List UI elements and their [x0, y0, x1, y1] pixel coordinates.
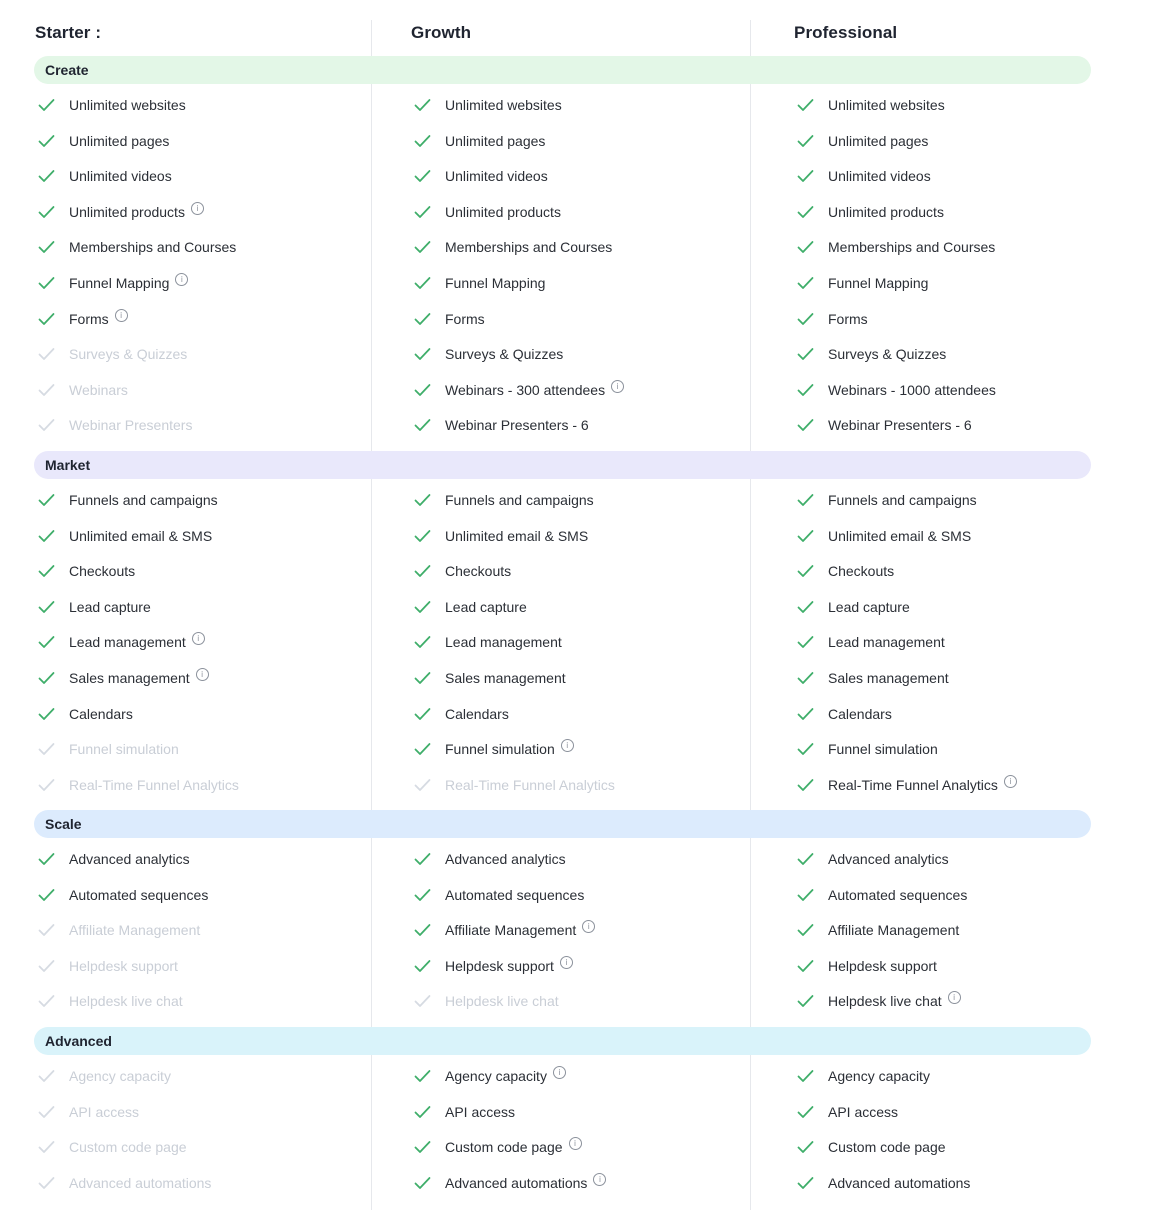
feature-label: Webinar Presenters - 6	[445, 417, 589, 433]
check-icon	[797, 529, 828, 543]
check-icon	[797, 1069, 828, 1083]
feature-label: Surveys & Quizzes	[828, 346, 947, 362]
feature-item	[38, 849, 190, 869]
feature-label: Unlimited email & SMS	[445, 528, 589, 544]
feature-item	[38, 668, 209, 688]
check-icon	[38, 671, 69, 685]
feature-item	[414, 95, 562, 115]
feature-item	[38, 344, 187, 364]
feature-label: Sales management	[445, 670, 566, 686]
check-icon	[38, 564, 69, 578]
feature-item	[797, 166, 931, 186]
check-icon	[38, 347, 69, 361]
check-icon	[38, 205, 69, 219]
check-icon	[38, 493, 69, 507]
check-icon	[414, 923, 445, 937]
check-icon	[797, 742, 828, 756]
feature-label: Funnels and campaigns	[828, 492, 977, 508]
feature-label: Automated sequences	[828, 887, 968, 903]
feature-label: Affiliate Management	[445, 922, 577, 938]
feature-label: Affiliate Management	[69, 922, 201, 938]
check-icon	[414, 493, 445, 507]
feature-label: Helpdesk support	[69, 958, 178, 974]
check-icon	[797, 312, 828, 326]
check-icon	[797, 205, 828, 219]
check-icon	[797, 635, 828, 649]
feature-item	[38, 1137, 187, 1157]
feature-item	[414, 1173, 606, 1193]
check-icon	[414, 383, 445, 397]
check-icon	[38, 312, 69, 326]
check-icon	[414, 312, 445, 326]
feature-item	[38, 526, 212, 546]
feature-item	[38, 273, 188, 293]
feature-label: Custom code page	[828, 1139, 946, 1155]
feature-label: Unlimited websites	[828, 97, 945, 113]
feature-label: Forms	[69, 311, 109, 327]
check-icon	[797, 1140, 828, 1154]
check-icon	[414, 742, 445, 756]
check-icon	[38, 923, 69, 937]
check-icon	[797, 564, 828, 578]
check-icon	[38, 276, 69, 290]
info-icon[interactable]: i	[192, 632, 205, 645]
feature-label: Unlimited pages	[828, 133, 929, 149]
feature-item	[414, 131, 545, 151]
feature-label: Unlimited pages	[445, 133, 546, 149]
feature-item	[797, 704, 892, 724]
feature-item	[414, 344, 563, 364]
check-icon	[38, 1140, 69, 1154]
feature-item	[797, 668, 949, 688]
check-icon	[797, 276, 828, 290]
feature-label: Unlimited pages	[69, 133, 170, 149]
feature-item	[38, 597, 151, 617]
feature-label: Lead management	[445, 634, 562, 650]
check-icon	[797, 240, 828, 254]
feature-item	[797, 561, 894, 581]
feature-item	[797, 344, 946, 364]
plan-title-growth: Growth	[411, 23, 472, 42]
feature-item	[414, 526, 588, 546]
feature-item	[797, 309, 868, 329]
feature-item	[797, 1137, 946, 1157]
feature-label: Webinars - 300 attendees	[445, 382, 606, 398]
feature-label: Automated sequences	[445, 887, 585, 903]
feature-label: Webinar Presenters - 6	[828, 417, 972, 433]
feature-item	[797, 991, 961, 1011]
info-icon[interactable]: i	[191, 202, 204, 215]
check-icon	[797, 1176, 828, 1190]
check-icon	[414, 276, 445, 290]
feature-item	[38, 1102, 139, 1122]
feature-item	[414, 991, 559, 1011]
feature-label: Unlimited email & SMS	[828, 528, 972, 544]
info-icon[interactable]: i	[948, 991, 961, 1004]
check-icon	[797, 1105, 828, 1119]
check-icon	[797, 383, 828, 397]
plan-header-row	[0, 0, 1156, 56]
feature-item	[797, 131, 928, 151]
check-icon	[414, 134, 445, 148]
feature-label: Webinars	[69, 382, 128, 398]
feature-label: Helpdesk live chat	[445, 993, 559, 1009]
feature-item	[797, 1066, 930, 1086]
check-icon	[38, 240, 69, 254]
feature-item	[414, 415, 589, 435]
section-header-market	[34, 451, 1091, 479]
feature-item	[414, 775, 615, 795]
info-icon[interactable]: i	[611, 380, 624, 393]
feature-item	[414, 885, 584, 905]
feature-label: Unlimited products	[828, 204, 944, 220]
feature-label: Checkouts	[828, 563, 895, 579]
feature-item	[38, 95, 186, 115]
feature-label: Memberships and Courses	[445, 239, 613, 255]
check-icon	[38, 529, 69, 543]
feature-item	[38, 561, 135, 581]
feature-label: Funnel Mapping	[828, 275, 929, 291]
check-icon	[414, 240, 445, 254]
check-icon	[414, 529, 445, 543]
feature-label: Calendars	[828, 706, 892, 722]
feature-label: Real-Time Funnel Analytics	[828, 777, 998, 793]
check-icon	[797, 852, 828, 866]
feature-label: API access	[69, 1104, 140, 1120]
check-icon	[414, 1105, 445, 1119]
check-icon	[38, 742, 69, 756]
feature-item	[38, 309, 128, 329]
check-icon	[414, 707, 445, 721]
section-title: Advanced	[45, 1033, 112, 1049]
check-icon	[38, 134, 69, 148]
info-icon[interactable]: i	[196, 668, 209, 681]
feature-label: Funnels and campaigns	[69, 492, 218, 508]
feature-item	[797, 380, 996, 400]
info-icon[interactable]: i	[593, 1173, 606, 1186]
check-icon	[38, 707, 69, 721]
feature-item	[797, 849, 949, 869]
feature-label: Custom code page	[445, 1139, 563, 1155]
feature-label: Real-Time Funnel Analytics	[445, 777, 615, 793]
feature-label: Advanced analytics	[69, 851, 190, 867]
feature-item	[797, 273, 928, 293]
feature-label: Webinar Presenters	[69, 417, 193, 433]
check-icon	[797, 778, 828, 792]
check-icon	[797, 923, 828, 937]
check-icon	[797, 707, 828, 721]
feature-label: Webinars - 1000 attendees	[828, 382, 996, 398]
feature-label: Unlimited videos	[828, 168, 931, 184]
feature-item	[38, 166, 172, 186]
feature-label: Funnel Mapping	[69, 275, 170, 291]
feature-item	[414, 380, 624, 400]
check-icon	[414, 671, 445, 685]
feature-label: Affiliate Management	[828, 922, 960, 938]
feature-item	[38, 490, 218, 510]
check-icon	[414, 852, 445, 866]
feature-item	[414, 273, 545, 293]
feature-label: API access	[828, 1104, 899, 1120]
check-icon	[414, 98, 445, 112]
feature-item	[38, 775, 239, 795]
feature-label: Advanced automations	[69, 1175, 212, 1191]
check-icon	[414, 635, 445, 649]
check-icon	[38, 600, 69, 614]
feature-item	[797, 597, 910, 617]
feature-item	[38, 1173, 211, 1193]
check-icon	[38, 959, 69, 973]
info-icon[interactable]: i	[175, 273, 188, 286]
feature-item	[797, 526, 971, 546]
feature-item	[38, 704, 133, 724]
check-icon	[414, 169, 445, 183]
info-icon[interactable]: i	[560, 956, 573, 969]
feature-item	[797, 237, 995, 257]
info-icon[interactable]: i	[561, 739, 574, 752]
feature-label: Unlimited videos	[445, 168, 548, 184]
feature-label: Helpdesk live chat	[69, 993, 183, 1009]
feature-label: Surveys & Quizzes	[69, 346, 188, 362]
feature-label: Funnel Mapping	[445, 275, 546, 291]
feature-label: Calendars	[445, 706, 509, 722]
check-icon	[414, 1140, 445, 1154]
feature-label: Memberships and Courses	[69, 239, 237, 255]
feature-label: Agency capacity	[828, 1068, 930, 1084]
feature-label: Funnel simulation	[69, 741, 179, 757]
feature-label: Lead capture	[69, 599, 151, 615]
feature-label: Helpdesk support	[445, 958, 554, 974]
check-icon	[797, 98, 828, 112]
check-icon	[414, 959, 445, 973]
section-header-advanced	[34, 1027, 1091, 1055]
check-icon	[797, 959, 828, 973]
feature-label: Funnels and campaigns	[445, 492, 594, 508]
check-icon	[414, 1069, 445, 1083]
info-icon[interactable]: i	[115, 309, 128, 322]
check-icon	[38, 1105, 69, 1119]
check-icon	[797, 169, 828, 183]
check-icon	[797, 418, 828, 432]
check-icon	[38, 994, 69, 1008]
plan-title-starter: Starter :	[35, 23, 102, 42]
feature-label: Calendars	[69, 706, 133, 722]
check-icon	[414, 600, 445, 614]
feature-item	[414, 166, 548, 186]
section-title: Scale	[45, 816, 82, 832]
feature-item	[38, 920, 200, 940]
feature-item	[414, 490, 594, 510]
feature-item	[797, 415, 972, 435]
check-icon	[38, 418, 69, 432]
feature-item	[414, 561, 511, 581]
feature-label: Advanced analytics	[445, 851, 566, 867]
feature-label: Surveys & Quizzes	[445, 346, 564, 362]
check-icon	[797, 888, 828, 902]
feature-label: Lead management	[828, 634, 945, 650]
feature-item	[414, 1102, 515, 1122]
feature-label: Agency capacity	[445, 1068, 547, 1084]
info-icon[interactable]: i	[1004, 775, 1017, 788]
feature-item	[797, 1102, 898, 1122]
check-icon	[38, 852, 69, 866]
feature-item	[414, 597, 527, 617]
feature-item	[414, 668, 566, 688]
feature-item	[38, 415, 192, 435]
feature-item	[797, 202, 944, 222]
feature-item	[414, 1066, 566, 1086]
check-icon	[414, 888, 445, 902]
feature-item	[797, 775, 1017, 795]
feature-item	[38, 956, 178, 976]
info-icon[interactable]: i	[569, 1137, 582, 1150]
feature-label: Unlimited videos	[69, 168, 172, 184]
feature-label: Advanced automations	[828, 1175, 971, 1191]
check-icon	[797, 671, 828, 685]
feature-label: Custom code page	[69, 1139, 187, 1155]
feature-item	[414, 237, 612, 257]
feature-item	[38, 1066, 171, 1086]
check-icon	[414, 418, 445, 432]
feature-item	[414, 309, 485, 329]
plan-title-professional: Professional	[794, 23, 898, 42]
feature-label: Helpdesk support	[828, 958, 937, 974]
check-icon	[38, 1176, 69, 1190]
feature-label: Helpdesk live chat	[828, 993, 942, 1009]
feature-item	[38, 237, 236, 257]
info-icon[interactable]: i	[553, 1066, 566, 1079]
feature-item	[38, 991, 183, 1011]
feature-label: Funnel simulation	[445, 741, 555, 757]
check-icon	[414, 778, 445, 792]
section-header-scale	[34, 810, 1091, 838]
feature-item	[38, 632, 205, 652]
feature-item	[414, 202, 561, 222]
check-icon	[38, 98, 69, 112]
check-icon	[38, 635, 69, 649]
feature-item	[414, 849, 566, 869]
check-icon	[797, 347, 828, 361]
check-icon	[38, 383, 69, 397]
check-icon	[38, 1069, 69, 1083]
feature-item	[414, 956, 573, 976]
feature-item	[797, 95, 945, 115]
feature-item	[414, 1137, 582, 1157]
feature-label: Lead capture	[445, 599, 527, 615]
check-icon	[797, 600, 828, 614]
check-icon	[414, 564, 445, 578]
check-icon	[797, 994, 828, 1008]
feature-item	[797, 956, 937, 976]
feature-item	[797, 920, 959, 940]
feature-item	[414, 739, 574, 759]
feature-label: Automated sequences	[69, 887, 209, 903]
feature-label: Unlimited products	[445, 204, 561, 220]
check-icon	[797, 493, 828, 507]
check-icon	[414, 994, 445, 1008]
feature-item	[38, 202, 204, 222]
feature-label: Advanced automations	[445, 1175, 588, 1191]
feature-item	[38, 380, 128, 400]
feature-label: Lead capture	[828, 599, 910, 615]
check-icon	[414, 205, 445, 219]
check-icon	[38, 888, 69, 902]
feature-item	[797, 490, 977, 510]
feature-item	[414, 704, 509, 724]
feature-item	[414, 920, 595, 940]
feature-item	[797, 739, 938, 759]
feature-label: Unlimited products	[69, 204, 185, 220]
feature-item	[38, 739, 179, 759]
info-icon[interactable]: i	[582, 920, 595, 933]
feature-label: Unlimited websites	[69, 97, 186, 113]
feature-label: Lead management	[69, 634, 186, 650]
feature-item	[38, 885, 208, 905]
feature-item	[38, 131, 169, 151]
feature-label: Funnel simulation	[828, 741, 938, 757]
section-title: Market	[45, 457, 91, 473]
feature-label: Unlimited email & SMS	[69, 528, 213, 544]
check-icon	[38, 169, 69, 183]
feature-label: Checkouts	[445, 563, 512, 579]
feature-item	[797, 1173, 970, 1193]
feature-label: Forms	[828, 311, 868, 327]
feature-item	[797, 632, 945, 652]
feature-label: Checkouts	[69, 563, 136, 579]
feature-label: Unlimited websites	[445, 97, 562, 113]
check-icon	[414, 1176, 445, 1190]
feature-label: Agency capacity	[69, 1068, 171, 1084]
feature-label: Advanced analytics	[828, 851, 949, 867]
feature-label: Real-Time Funnel Analytics	[69, 777, 239, 793]
section-title: Create	[45, 62, 89, 78]
feature-label: Sales management	[828, 670, 949, 686]
feature-item	[414, 632, 562, 652]
feature-label: Memberships and Courses	[828, 239, 996, 255]
feature-label: Sales management	[69, 670, 190, 686]
check-icon	[414, 347, 445, 361]
check-icon	[38, 778, 69, 792]
check-icon	[797, 134, 828, 148]
feature-item	[797, 885, 967, 905]
section-header-create	[34, 56, 1091, 84]
feature-label: Forms	[445, 311, 485, 327]
feature-label: API access	[445, 1104, 516, 1120]
